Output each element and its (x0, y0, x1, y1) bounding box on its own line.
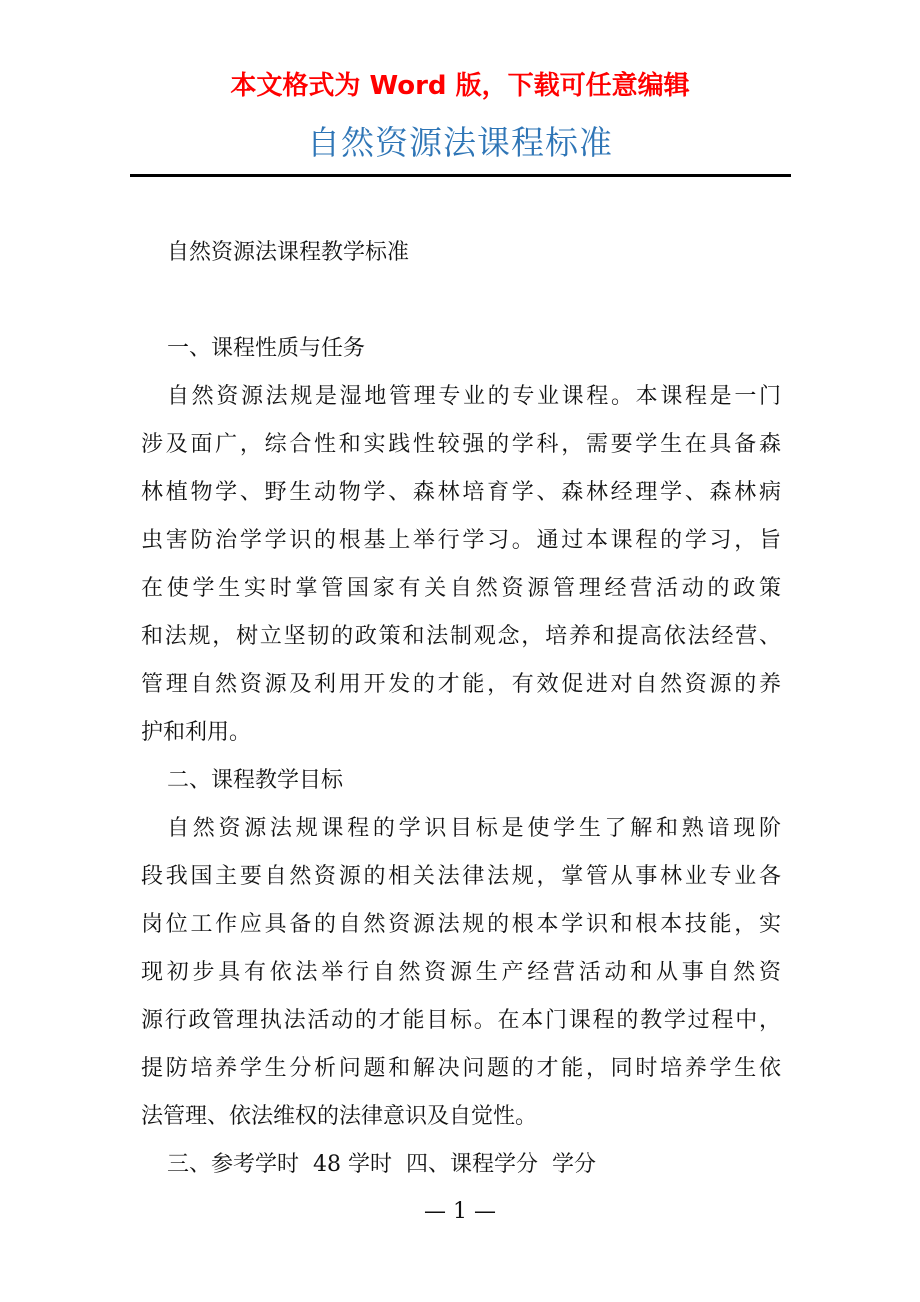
document-body (141, 229, 781, 1189)
subtitle: 自然资源法课程教学标准 (167, 240, 410, 265)
paragraph-line: 涉及面广，综合性和实践性较强的学科，需要学生在具备森 (141, 432, 781, 457)
section-heading-1: 一、课程性质与任务 (167, 336, 366, 361)
paragraph-line: 虫害防治学学识的根基上举行学习。通过本课程的学习，旨 (141, 528, 781, 553)
page-number: — 1 — (424, 1199, 496, 1224)
paragraph-1 (141, 373, 781, 757)
header-divider (130, 174, 791, 177)
paragraph-line: 护和利用。 (141, 720, 252, 745)
paragraph-line: 段我国主要自然资源的相关法律法规，掌管从事林业专业各 (141, 864, 781, 889)
paragraph-line: 和法规，树立坚韧的政策和法制观念，培养和提高依法经营、 (141, 624, 781, 649)
paragraph-line: 自然资源法规是湿地管理专业的专业课程。本课程是一门 (167, 384, 781, 409)
document-title: 自然资源法课程标准 (307, 123, 613, 162)
paragraph-2 (141, 805, 781, 1141)
format-notice: 本文格式为 Word 版，下载可任意编辑 (230, 71, 690, 101)
paragraph-line: 提防培养学生分析问题和解决问题的才能，同时培养学生依 (141, 1056, 781, 1081)
paragraph-line: 在使学生实时掌管国家有关自然资源管理经营活动的政策 (141, 576, 781, 601)
paragraph-line: 源行政管理执法活动的才能目标。在本门课程的教学过程中， (141, 1008, 781, 1033)
paragraph-line: 法管理、依法维权的法律意识及自觉性。 (141, 1104, 538, 1129)
paragraph-line: 自然资源法规课程的学识目标是使学生了解和熟谙现阶 (167, 816, 781, 841)
paragraph-line: 林植物学、野生动物学、森林培育学、森林经理学、森林病 (141, 480, 781, 505)
paragraph-line: 岗位工作应具备的自然资源法规的根本学识和根本技能，实 (141, 912, 781, 937)
section-heading-2: 二、课程教学目标 (167, 768, 344, 793)
paragraph-line: 现初步具有依法举行自然资源生产经营活动和从事自然资 (141, 960, 781, 985)
section-heading-3: 三、参考学时 48 学时 四、课程学分 学分 (167, 1152, 596, 1177)
paragraph-line: 管理自然资源及利用开发的才能，有效促进对自然资源的养 (141, 672, 781, 697)
